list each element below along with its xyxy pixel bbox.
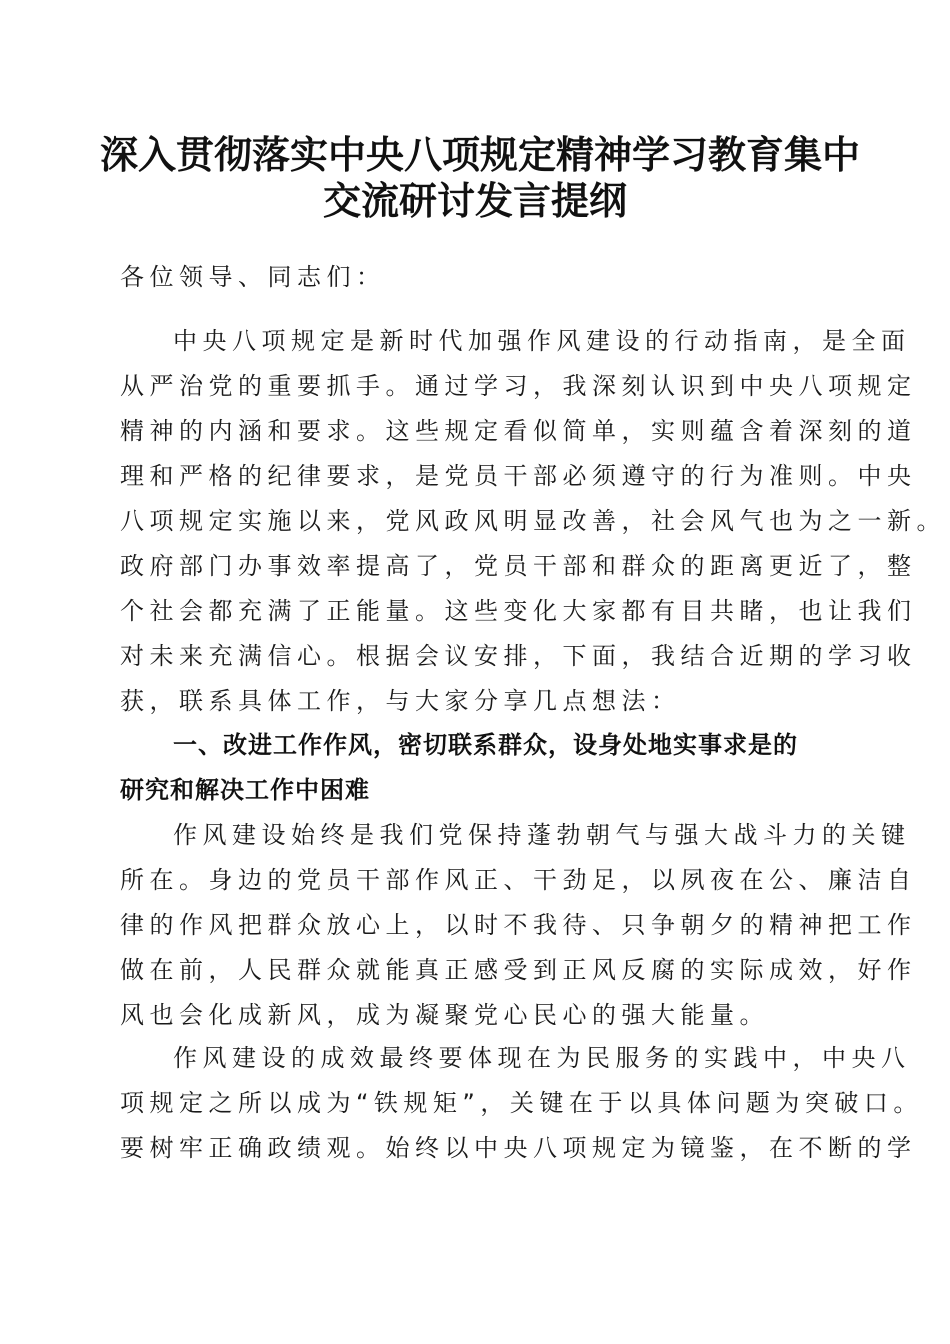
paragraph-line: 八项规定实施以来，党风政风明显改善，社会风气也为之一新。 [120,507,946,535]
paragraph-line: 对未来充满信心。根据会议安排，下面，我结合近期的学习收 [120,642,917,670]
section-paragraph-1 [120,813,917,1038]
paragraph-line: 项规定之所以成为“铁规矩”，关键在于以具体问题为突破口。 [120,1089,923,1117]
title-line-1: 深入贯彻落实中央八项规定精神学习教育集中 [100,132,861,177]
section-heading-1 [120,723,840,813]
paragraph-line: 中央八项规定是新时代加强作风建设的行动指南，是全面 [173,327,911,355]
salutation-text: 各位领导、同志们： [120,263,386,291]
document-title [100,132,861,224]
paragraph-line: 律的作风把群众放心上，以时不我待、只争朝夕的精神把工作 [120,911,917,939]
paragraph-line: 政府部门办事效率提高了，党员干部和群众的距离更近了，整 [120,552,917,580]
paragraph-line: 要树牢正确政绩观。始终以中央八项规定为镜鉴，在不断的学 [120,1134,917,1162]
salutation [120,255,840,300]
paragraph-line: 做在前，人民群众就能真正感受到正风反腐的实际成效，好作 [120,956,917,984]
paragraph-line: 个社会都充满了正能量。这些变化大家都有目共睹，也让我们 [120,597,917,625]
heading-line: 一、改进工作作风，密切联系群众，设身处地实事求是的 [173,731,798,759]
title-line-2: 交流研讨发言提纲 [322,178,627,223]
paragraph-line: 从严治党的重要抓手。通过学习，我深刻认识到中央八项规定 [120,372,917,400]
paragraph-line: 获，联系具体工作，与大家分享几点想法： [120,687,681,715]
heading-line: 研究和解决工作中困难 [120,776,370,804]
section-paragraph-2 [120,1036,923,1171]
intro-paragraph [120,319,946,724]
paragraph-line: 作风建设的成效最终要体现在为民服务的实践中，中央八 [173,1044,911,1072]
paragraph-line: 作风建设始终是我们党保持蓬勃朝气与强大战斗力的关键 [173,821,911,849]
paragraph-line: 精神的内涵和要求。这些规定看似简单，实则蕴含着深刻的道 [120,417,917,445]
paragraph-line: 风也会化成新风，成为凝聚党心民心的强大能量。 [120,1001,769,1029]
paragraph-line: 所在。身边的党员干部作风正、干劲足，以夙夜在公、廉洁自 [120,866,917,894]
paragraph-line: 理和严格的纪律要求，是党员干部必须遵守的行为准则。中央 [120,462,917,490]
